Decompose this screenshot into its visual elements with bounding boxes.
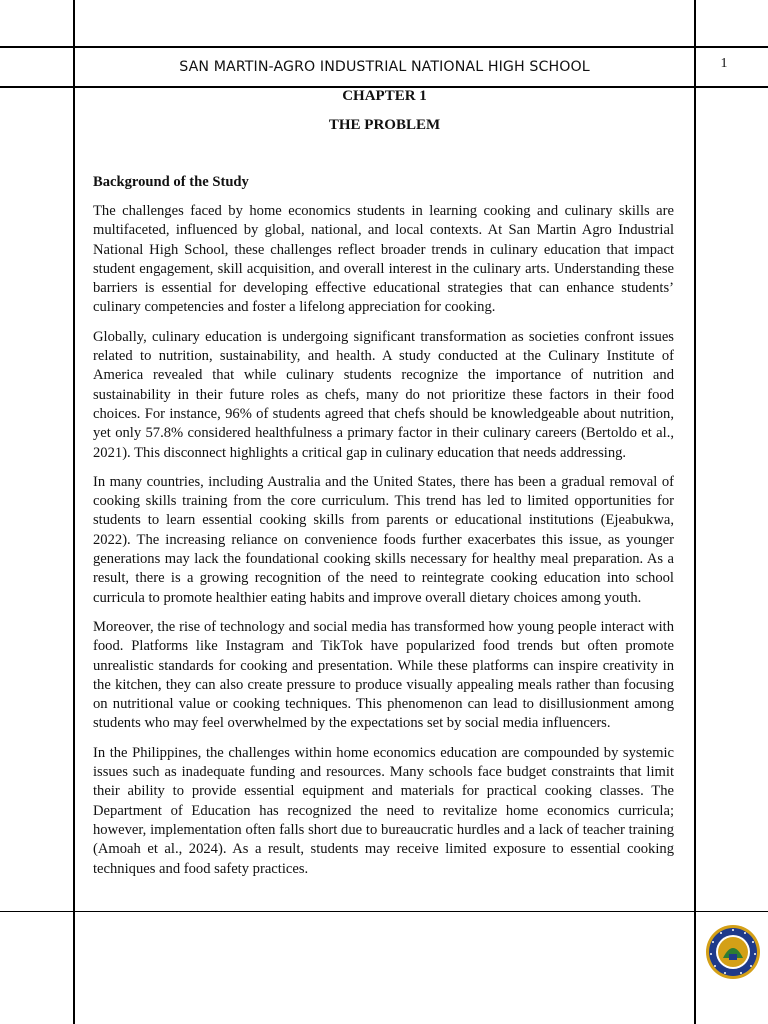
- section-heading: Background of the Study: [93, 174, 249, 190]
- paragraph: Globally, culinary education is undergoing significant transformation as societies confront issues related to nutrition, sustainability, and health. A study conducted at the Culinary Institute of America revealed that while culinary students recognize the importance of nutrition and sustainability in their future roles as chefs, many do not prioritize these factors in their food choices. For instance, 96% of students agreed that chefs should be knowledgeable about nutrition, yet only 57.8% considered healthfulness a primary factor in their culinary careers (Bertoldo et al., 2021). This disconnect highlights a critical gap in culinary education that needs addressing.: [93, 328, 674, 461]
- chapter-label: CHAPTER 1: [342, 88, 427, 104]
- left-margin-line: [73, 0, 75, 1024]
- paragraph: The challenges faced by home economics students in learning cooking and culinary skills are multifaceted, influenced by global, national, and local contexts. At San Martin Agro Industrial National High School, these challenges reflect broader trends in culinary education that impact student engagement, skill acquisition, and overall interest in the culinary arts. Understanding these barriers is essential for developing effective educational strategies that can enhance students’ culinary competencies and foster a lifelong appreciation for cooking.: [93, 203, 674, 316]
- right-margin-line: [694, 0, 696, 1024]
- paragraph: Moreover, the rise of technology and social media has transformed how young people interact with food. Platforms like Instagram and TikTok have popularized food trends but often promote unrealistic standards for cooking and presentation. While these platforms can inspire creativity in the kitchen, they can also create pressure to produce visually appealing meals rather than focusing on nutritional value or cooking techniques. This phenomenon can lead to disillusionment among students who may feel overwhelmed by the expectations set by social media influencers.: [93, 618, 674, 732]
- school-seal-icon: [705, 924, 761, 980]
- section-body: [93, 202, 674, 889]
- school-name: SAN MARTIN-AGRO INDUSTRIAL NATIONAL HIGH SCHOOL: [179, 59, 590, 75]
- chapter-title: THE PROBLEM: [328, 117, 441, 133]
- paragraph: In many countries, including Australia and the United States, there has been a gradual removal of cooking skills training from the core curriculum. This trend has led to limited opportunities for students to learn essential cooking skills from parents or educational institutions (Ejeabukwa, 2022). The increasing reliance on convenience foods further exacerbates this issue, as younger generations may lack the foundational cooking skills necessary for healthy meal preparation. As a result, there is a growing recognition of the need to reintegrate cooking education into school curricula to promote healthier eating habits and improve overall dietary choices among youth.: [93, 473, 674, 606]
- paragraph: In the Philippines, the challenges within home economics education are compounded by systemic issues such as inadequate funding and resources. Many schools face budget constraints that limit their ability to provide essential equipment and materials for practical cooking classes. The Department of Education has recognized the need to revitalize home economics curricula; however, implementation often falls short due to bureaucratic hurdles and a lack of teacher training (Amoah et al., 2024). As a result, students may receive limited exposure to essential cooking techniques and food safety practices.: [93, 744, 674, 877]
- footer-line: [0, 911, 768, 912]
- page-number: 1: [720, 56, 728, 71]
- header-top-line: [0, 46, 768, 48]
